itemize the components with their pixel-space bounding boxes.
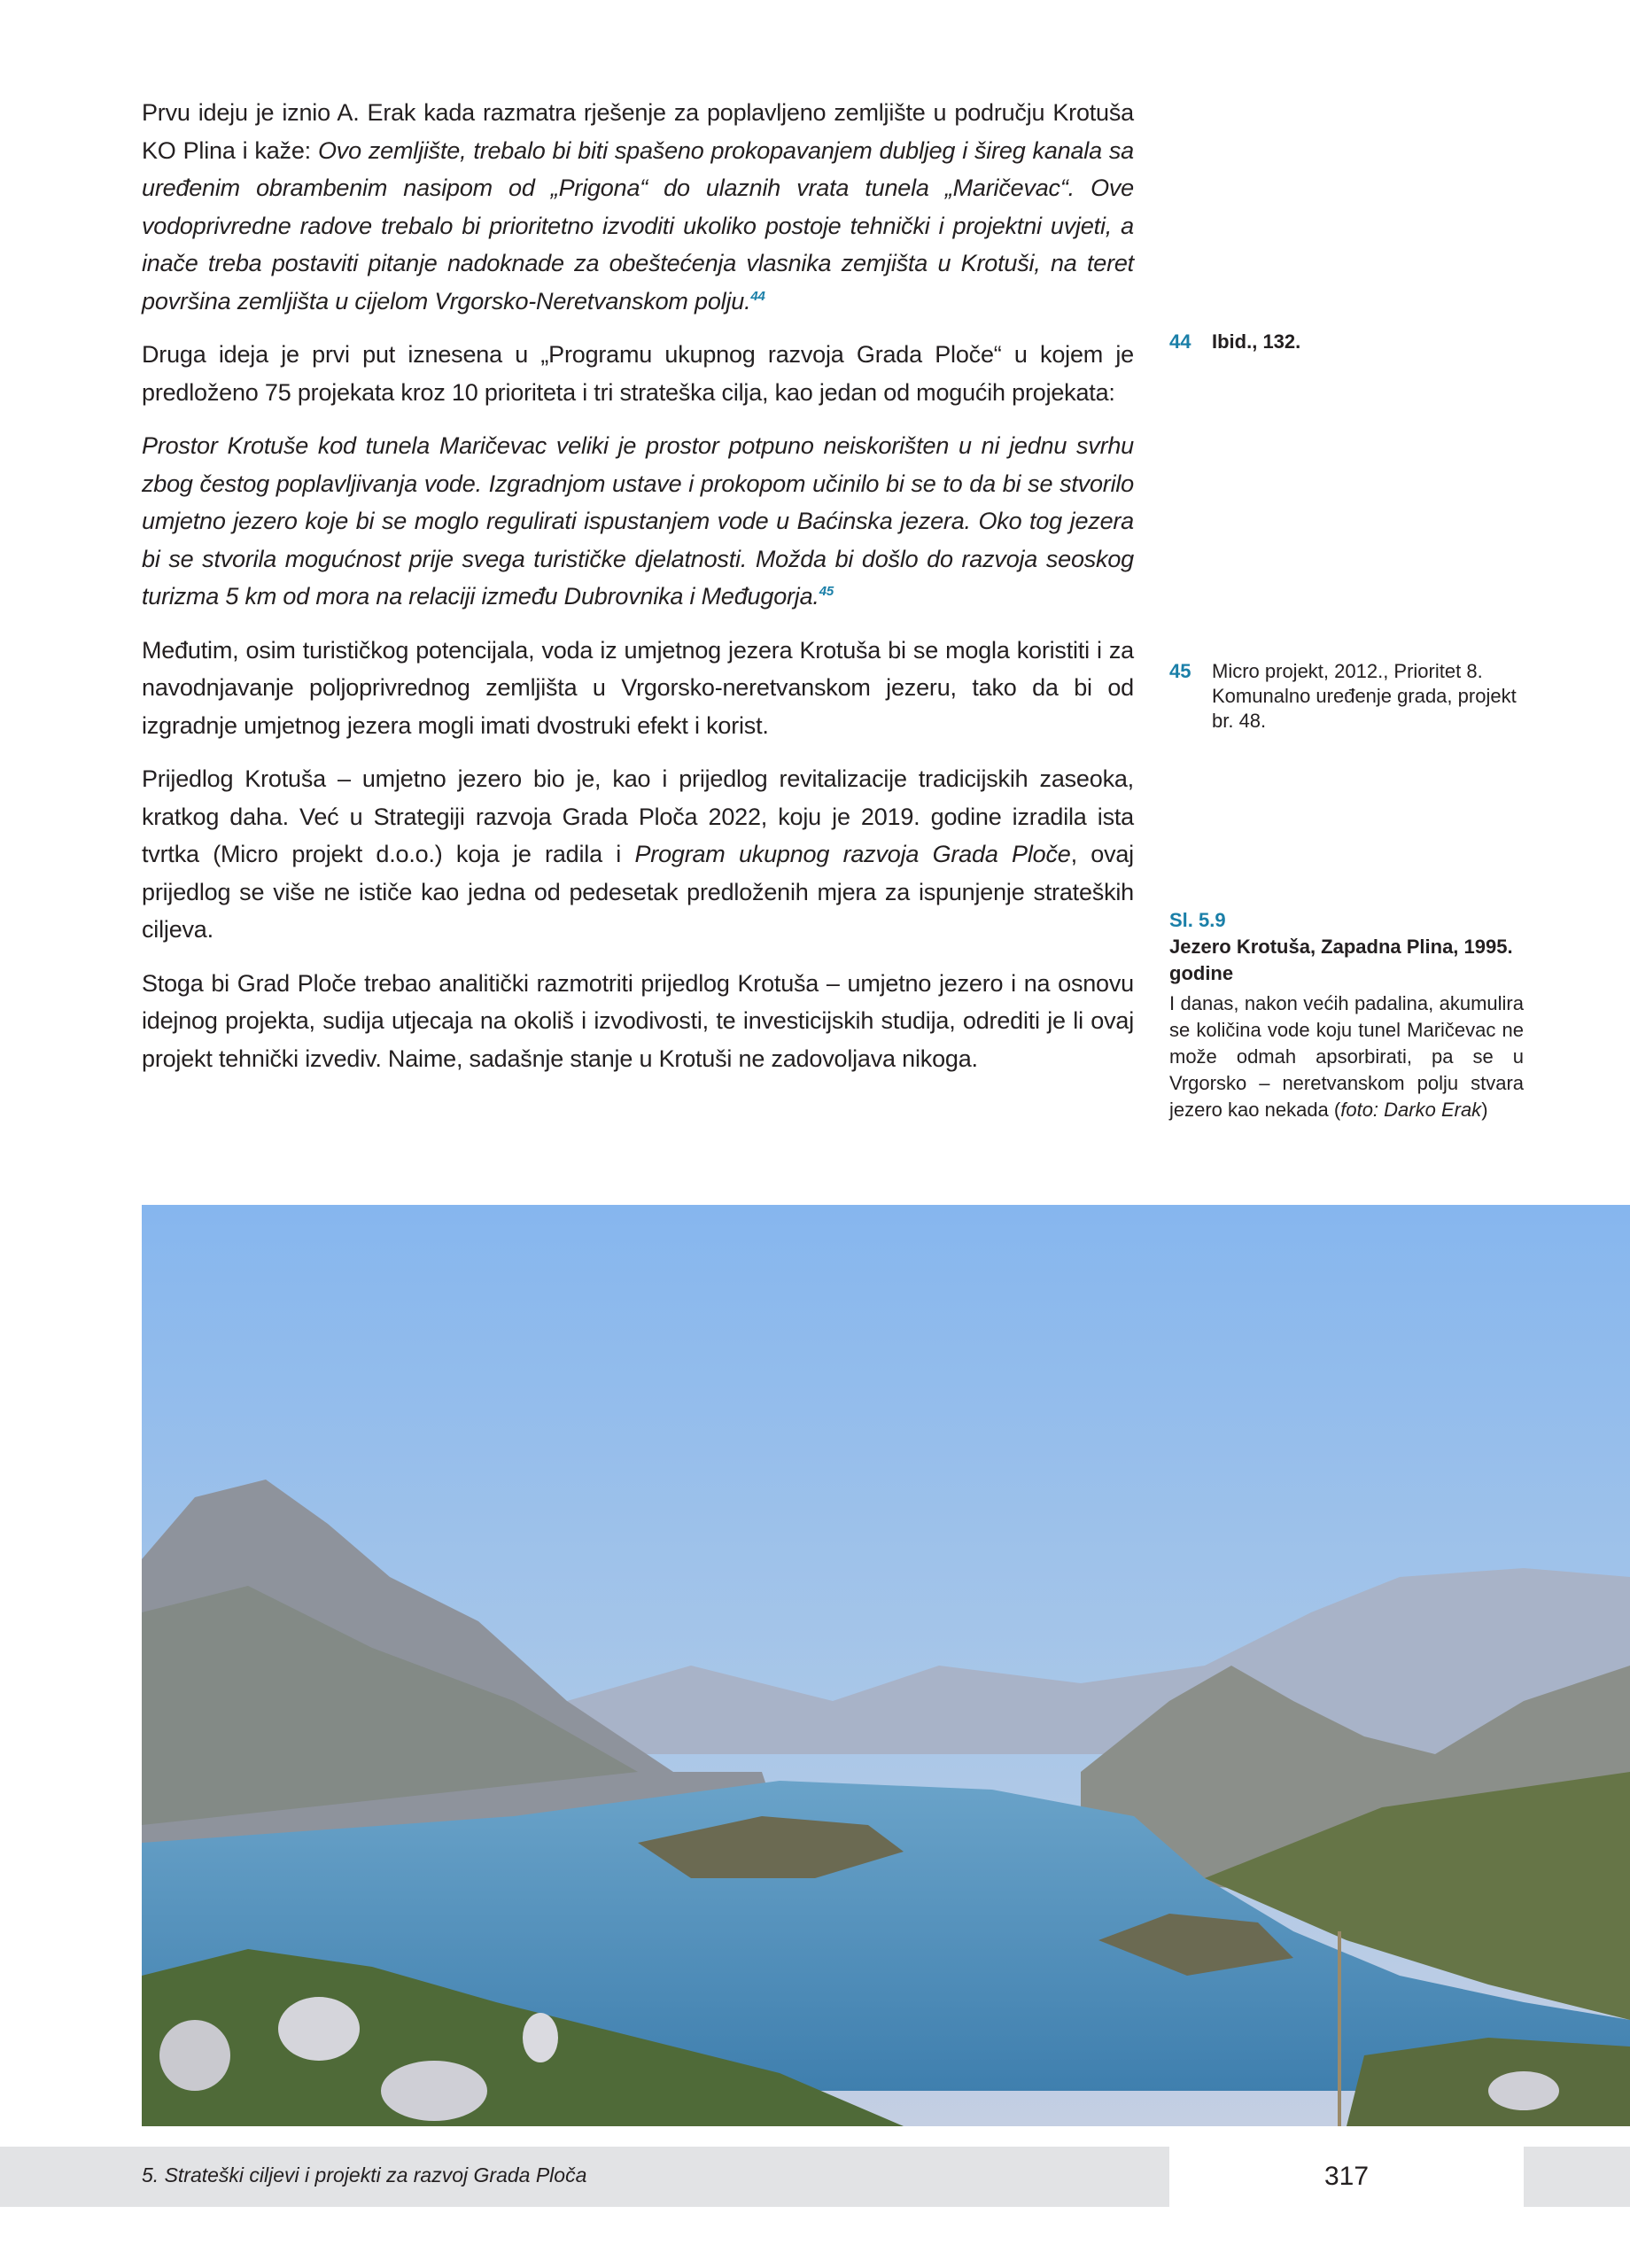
paragraph-5-title: Program ukupnog razvoja Grada Ploče <box>634 841 1071 867</box>
paragraph-5-part2: , ovaj prijedlog se više ne ističe kao jedna od pedesetak predloženih mjera za ispunjenje strateških ciljeva. <box>142 841 1134 943</box>
page-number: 317 <box>1323 2162 1370 2191</box>
paragraph-5-part1: Prijedlog Krotuša – umjetno jezero bio je, kao i prijedlog revitalizacije tradicijskih zaseoka, kratkog daha. Već u Strategiji razvoja Grada Ploča 2022, koju je 2019. godine izradila ista tvrtka (Micro projekt d.o.o.) koja je radila i <box>142 765 1134 867</box>
footnote-44 <box>1169 330 1524 354</box>
paragraph-2: Druga ideja je prvi put iznesena u „Programu ukupnog razvoja Grada Ploče“ u kojem je predloženo 75 projekata kroz 10 prioriteta i tri strateška cilja, kao jedan od mogućih projekata: <box>142 341 1134 406</box>
paragraph-4: Međutim, osim turističkog potencijala, voda iz umjetnog jezera Krotuša bi se mogla koristiti i za navodnjavanje poljoprivrednog zemljišta u Vrgorsko-neretvanskom jezeru, tako da bi od izgradnje umjetnog jezera mogli imati dvostruki efekt i korist. <box>142 636 1134 739</box>
footnote-ref-45[interactable]: 45 <box>819 584 834 599</box>
figure-description: I danas, nakon većih padalina, akumulira se količina vode koju tunel Maričevac ne može odmah apsorbirati, pa se u Vrgorsko – neretvanskom polju stvara jezero kao nekada (foto: Darko Erak) <box>1169 992 1524 1121</box>
footnote-number: 45 <box>1169 660 1191 682</box>
figure-caption <box>1169 907 1524 1123</box>
footnote-number: 44 <box>1169 330 1191 353</box>
figure-label: Sl. 5.9 <box>1169 909 1226 931</box>
footer-band-right <box>1524 2147 1630 2207</box>
footnote-text: Ibid., 132. <box>1212 330 1301 353</box>
lake-photo <box>142 1205 1630 2126</box>
paragraph-3 <box>142 427 1134 616</box>
paragraph-5 <box>142 760 1134 949</box>
main-text-column <box>142 94 1134 1093</box>
landscape-illustration <box>142 1205 1630 2126</box>
photo-credit: foto: Darko Erak <box>1340 1099 1482 1121</box>
footnote-ref-44[interactable]: 44 <box>750 288 765 304</box>
paragraph-6: Stoga bi Grad Ploče trebao analitički razmotriti prijedlog Krotuša – umjetno jezero i na osnovu idejnog projekta, sudija utjecaja na okoliš i izvodivosti, te investicijskih studija, odrediti je li ovaj projekt tehnički izvediv. Naime, sadašnje stanje u Krotuši ne zadovoljava nikoga. <box>142 969 1134 1072</box>
footnote-text: Micro projekt, 2012., Prioritet 8. Komunalno uređenje grada, projekt br. 48. <box>1212 660 1517 732</box>
paragraph-1 <box>142 94 1134 320</box>
footer-chapter-title: 5. Strateški ciljevi i projekti za razvoj Grada Ploča <box>142 2163 587 2186</box>
footnote-45 <box>1169 659 1524 734</box>
paragraph-1-quote: Ovo zemljište, trebalo bi biti spašeno prokopavanjem dubljeg i šireg kanala sa uređenim obrambenim nasipom od „Prigona“ do ulaznih vrata tunela „Maričevac“. Ove vodoprivredne radove trebalo bi prioritetno izvoditi ukoliko postoje tehnički i projektni uvjeti, a inače treba postaviti pitanje nadoknade za obeštećenja vlasnika zemjišta u Krotuši, na teret površina zemljišta u cijelom Vrgorsko-Neretvanskom polju. <box>142 136 1134 315</box>
paragraph-3-quote: Prostor Krotuše kod tunela Maričevac veliki je prostor potpuno neiskorišten u ni jednu svrhu zbog čestog poplavljivanja vode. Izgradnjom ustave i prokopom učinilo bi se to da bi se stvorilo umjetno jezero koje bi se moglo regulirati ispustanjem vode u Baćinska jezera. Oko tog jezera bi se stvorila mogućnost prije svega turističke djelatnosti. Možda bi došlo do razvoja seoskog turizma 5 km od mora na relaciji između Dubrovnika i Međugorja. <box>142 432 1134 610</box>
figure-title: Jezero Krotuša, Zapadna Plina, 1995. godine <box>1169 936 1513 984</box>
paragraph-1-lead: Prvu ideju je iznio A. Erak kada razmatra rješenje za poplavljeno zemljište u području Krotuša KO Plina i kaže: <box>142 99 1134 164</box>
